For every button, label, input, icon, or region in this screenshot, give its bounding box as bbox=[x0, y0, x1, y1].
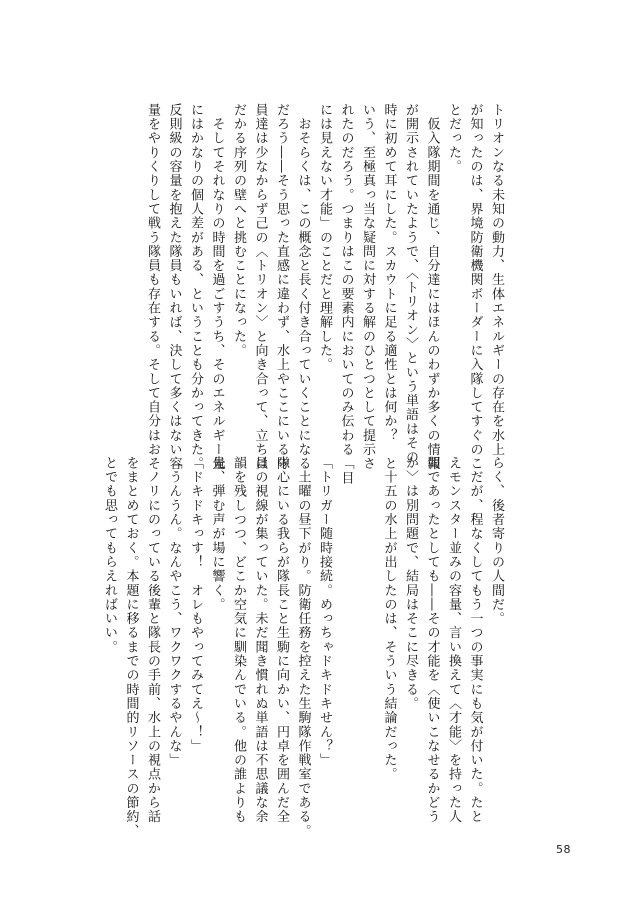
text-line: らく、後者寄りの人間だ。 bbox=[489, 456, 504, 626]
text-line: 仮入隊期間を通じ、自分達にはほんのわずか多くの情報 bbox=[424, 103, 440, 471]
text-block-top bbox=[142, 103, 508, 486]
blank-line bbox=[357, 456, 379, 796]
text-line: 中心にいる我らが隊長こと生駒に向かい、円卓を囲んだ全 bbox=[274, 456, 289, 824]
text-line: か〉は別問題で、結局はそこに尽きる。 bbox=[403, 456, 418, 711]
text-line: だかる序列の壁へと挑むことになった。 bbox=[231, 103, 246, 358]
text-line: 「トリガー随時接続。めっちゃドキドキせん？」 bbox=[317, 456, 332, 768]
text-line: トリオンなる未知の動力、生体エネルギーの存在を水上 bbox=[489, 103, 504, 457]
text-line: 員の視線が集っていた。未だ聞き慣れぬ単語は不思議な余 bbox=[252, 456, 268, 824]
text-line: が知ったのは、界境防衛機関ボーダーに入隊してすぐのこ bbox=[467, 103, 483, 471]
text-line: 時に初めて耳にした。スカウトに足る適性とは何か？ と bbox=[381, 103, 397, 471]
text-line: いう、至極真っ当な疑問に対する解のひとつとして提示さ bbox=[360, 103, 375, 471]
text-line: とだった。 bbox=[446, 103, 461, 174]
text-line: 量をやりくりして戦う隊員も存在する。そして自分はおそ bbox=[145, 103, 160, 471]
text-line: 「うんうん。なんやこう、ワクワクするやんな」 bbox=[166, 456, 182, 768]
text-line: 十五の水上が出したのは、そういう結論だった。 bbox=[381, 456, 397, 782]
text-line: だが、程なくしてもう一つの事実にも気が付いた。たと bbox=[467, 456, 483, 824]
text-line: ノリにのっている後輩と隊長の手前、水上の視点から話 bbox=[145, 456, 160, 824]
text-line: えモンスター並みの容量、言い換えて〈才能〉を持った人 bbox=[446, 456, 461, 824]
text-line: 韻を残しつつ、どこか空気に馴染んでいる。他の誰よりも bbox=[231, 456, 246, 824]
blank-line bbox=[335, 456, 357, 796]
text-line: にはかなりの個人差がある、ということも分かってきた。 bbox=[188, 103, 203, 471]
text-line: 員達は少なからず己の〈トリオン〉と向き合って、立ちは bbox=[252, 103, 268, 471]
text-line: おそらくは、この概念と長く付き合っていくことになる bbox=[295, 103, 311, 471]
text-line: だろう――そう思った直感に違わず、水上やここにいる隊 bbox=[274, 103, 289, 471]
text-line: が開示されていたようで、〈トリオン〉という単語はその bbox=[403, 103, 418, 465]
text-line: 反則級の容量を抱えた隊員もいれば、決して多くはない容 bbox=[166, 103, 182, 471]
text-line: 土曜の昼下がり。防衛任務を控えた生駒隊作戦室である。 bbox=[295, 456, 311, 839]
text-line: 「ドキドキっす！ オレもやってみてえ〜！」 bbox=[188, 456, 203, 754]
text-line: れたのだろう。つまりはこの要素内においてのみ伝わる「目 bbox=[338, 103, 354, 486]
text-block-bottom bbox=[99, 456, 508, 839]
text-line: そしてそれなりの時間を過ごすうち、そのエネルギー量 bbox=[209, 103, 225, 471]
page-number: 58 bbox=[556, 843, 571, 856]
text-line: とでも思ってもらえればいい。 bbox=[102, 456, 117, 655]
text-line: をまとめておく。本題に移るまでの時間的リソースの節約、 bbox=[123, 456, 139, 839]
text-line: 先、弾む声が場に響く。 bbox=[209, 456, 225, 612]
text-line: には見えない才能」のことだと理解した。 bbox=[317, 103, 332, 372]
text-line: 間であったとしても――その才能を〈使いこなせるかどう bbox=[424, 456, 440, 824]
